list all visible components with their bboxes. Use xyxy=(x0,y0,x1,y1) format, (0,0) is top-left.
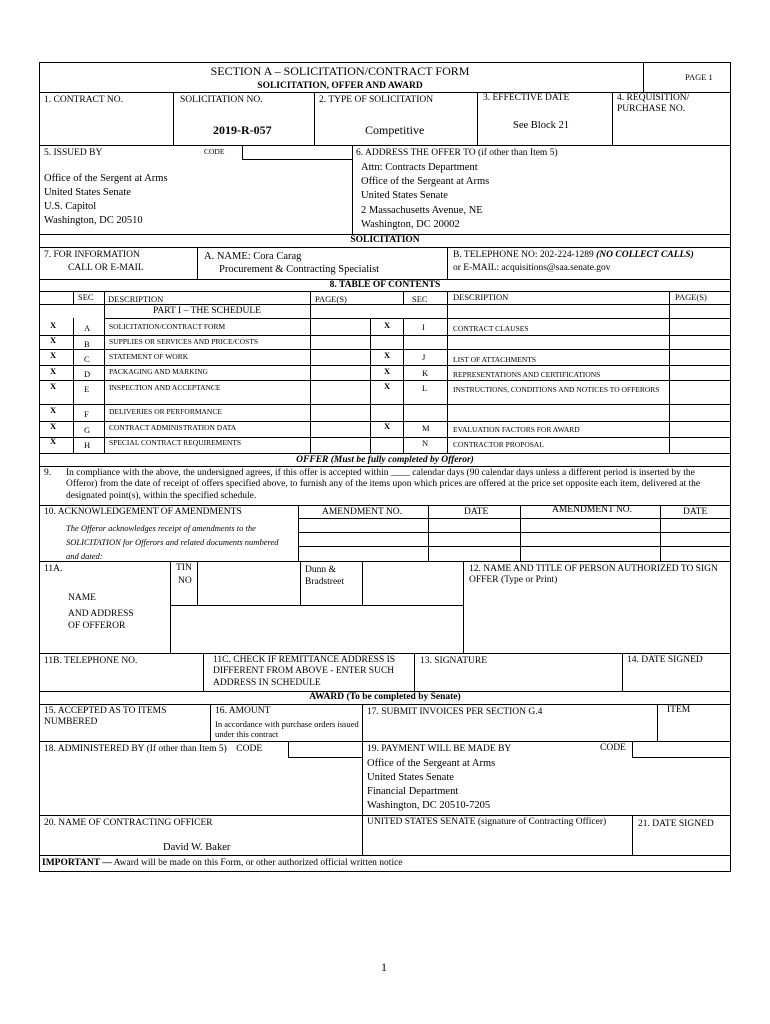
toc-part1: PART I – THE SCHEDULE xyxy=(153,306,261,316)
address-line: Office of the Sergeant at Arms xyxy=(361,176,490,187)
toc-sec: J xyxy=(422,352,426,362)
toc-desc: CONTRACT CLAUSES xyxy=(453,324,529,333)
toc-mark: X xyxy=(50,436,57,446)
solicitation-no-value: 2019-R-057 xyxy=(213,123,272,137)
toc-desc: CONTRACT ADMINISTRATION DATA xyxy=(109,423,237,432)
no-collect-note: (NO COLLECT CALLS) xyxy=(596,250,694,260)
toc-sec: C xyxy=(84,354,90,364)
date-header: DATE xyxy=(464,507,489,517)
payment-line: Office of the Sergeant at Arms xyxy=(367,758,496,769)
toc-desc: INSPECTION AND ACCEPTANCE xyxy=(109,383,221,392)
effective-date-label: 3. EFFECTIVE DATE xyxy=(483,93,570,103)
toc-col-pages: PAGE(S) xyxy=(675,292,707,302)
important-label: IMPORTANT — xyxy=(42,858,112,868)
solicitation-no-label: SOLICITATION NO. xyxy=(180,95,263,105)
info-label: 7. FOR INFORMATION xyxy=(44,250,140,260)
type-of-solicitation-value: Competitive xyxy=(365,123,425,137)
toc-sec: H xyxy=(84,440,91,450)
senate-signature-label: UNITED STATES SENATE (signature of Contracting Officer) xyxy=(367,817,607,827)
toc-desc: EVALUATION FACTORS FOR AWARD xyxy=(453,425,580,434)
toc-col-sec: SEC xyxy=(412,294,428,304)
issued-by-line: U.S. Capitol xyxy=(44,201,97,212)
issued-by-line: Office of the Sergent at Arms xyxy=(44,173,168,184)
solicitation-heading: SOLICITATION xyxy=(350,235,420,245)
toc-sec: F xyxy=(84,409,89,419)
toc-mark: X xyxy=(384,320,391,330)
toc-desc: SPECIAL CONTRACT REQUIREMENTS xyxy=(109,438,242,447)
contracting-officer-name: David W. Baker xyxy=(163,842,231,853)
tin-no-label: NO xyxy=(178,576,192,586)
toc-sec: M xyxy=(422,423,430,433)
address-line: United States Senate xyxy=(361,190,448,201)
effective-date-value: See Block 21 xyxy=(513,120,569,131)
toc-mark: X xyxy=(50,421,57,431)
toc-mark: X xyxy=(50,350,57,360)
page-label: PAGE 1 xyxy=(685,72,713,82)
contact-name: A. NAME: Cora Carag xyxy=(204,251,302,262)
toc-sec: I xyxy=(422,322,425,332)
amendment-no-header: AMENDMENT NO. xyxy=(322,507,403,517)
section-title: SECTION A – SOLICITATION/CONTRACT FORM xyxy=(210,64,470,78)
item19-label: 19. PAYMENT WILL BE MADE BY xyxy=(367,744,512,754)
toc-heading: 8. TABLE OF CONTENTS xyxy=(329,280,441,290)
offeror-address-label: AND ADDRESS xyxy=(68,609,134,619)
toc-sec: G xyxy=(84,425,91,435)
toc-desc: PACKAGING AND MARKING xyxy=(109,367,208,376)
item19-code-label: CODE xyxy=(600,743,626,753)
item11a-label: 11A. xyxy=(44,564,63,574)
item11c-label: 11C. CHECK IF REMITTANCE ADDRESS IS DIFFERENT FROM ABOVE - ENTER SUCH ADDRESS IN SCHEDULE xyxy=(213,655,396,688)
toc-sec: K xyxy=(422,368,429,378)
item18-label: 18. ADMINISTERED BY (If other than Item 5) CODE xyxy=(44,744,263,754)
toc-sec: D xyxy=(84,369,91,379)
toc-mark: X xyxy=(384,350,391,360)
item16-label: 16. AMOUNT xyxy=(215,706,271,716)
item16-note: In accordance with purchase orders issued under this contract xyxy=(215,719,359,740)
toc-mark: X xyxy=(384,366,391,376)
ack-amendments-label: 10. ACKNOWLEDGEMENT OF AMENDMENTS xyxy=(44,507,242,517)
award-heading: AWARD (To be completed by Senate) xyxy=(309,692,461,702)
toc-col-description: DESCRIPTION xyxy=(453,292,509,302)
item9-number: 9. xyxy=(44,468,52,478)
offer-heading: OFFER (Must be fully completed by Offeror) xyxy=(296,455,474,465)
page-number: 1 xyxy=(381,960,387,974)
info-label-2: CALL OR E-MAIL xyxy=(68,263,144,273)
item-label: ITEM xyxy=(667,705,691,715)
item20-label: 20. NAME OF CONTRACTING OFFICER xyxy=(44,818,213,828)
payment-line: United States Senate xyxy=(367,772,454,783)
item11b-label: 11B. TELEPHONE NO. xyxy=(44,656,138,666)
address-offer-label: 6. ADDRESS THE OFFER TO (if other than Item 5) xyxy=(356,148,558,158)
tin-label: TIN xyxy=(176,563,192,573)
toc-mark: X xyxy=(50,366,57,376)
type-of-solicitation-label: 2. TYPE OF SOLICITATION xyxy=(319,95,434,105)
toc-mark: X xyxy=(50,335,57,345)
toc-sec: L xyxy=(422,383,428,393)
toc-sec: E xyxy=(84,384,90,394)
issued-by-label: 5. ISSUED BY xyxy=(44,148,103,158)
amendment-no-header: AMENDMENT NO. xyxy=(552,505,633,515)
issued-by-line: United States Senate xyxy=(44,187,131,198)
contract-no-label: 1. CONTRACT NO. xyxy=(44,95,123,105)
contact-title: Procurement & Contracting Specialist xyxy=(219,264,380,275)
toc-sec: A xyxy=(84,323,91,333)
date-header: DATE xyxy=(683,507,708,517)
form-subtitle: SOLICITATION, OFFER AND AWARD xyxy=(257,81,423,91)
toc-col-description: DESCRIPTION xyxy=(108,294,164,304)
toc-mark: X xyxy=(50,405,57,415)
offeror-name-label: NAME xyxy=(68,593,96,603)
item14-label: 14. DATE SIGNED xyxy=(627,655,703,665)
toc-desc: SUPPLIES OR SERVICES AND PRICE/COSTS xyxy=(109,337,259,346)
ack-amendments-note: The Offeror acknowledges receipt of amendments to the SOLICITATION for Offerors and related documents numbered and dated: xyxy=(66,523,279,562)
toc-sec: N xyxy=(422,438,429,448)
toc-desc: DELIVERIES OR PERFORMANCE xyxy=(109,407,222,416)
item18-code-label: CODE xyxy=(236,744,263,754)
address-line: Washington, DC 20002 xyxy=(361,219,460,230)
email-label: or E-MAIL: acquisitions@saa.senate.gov xyxy=(453,263,611,273)
item15-label: 15. ACCEPTED AS TO ITEMS NUMBERED xyxy=(44,706,167,728)
issued-by-line: Washington, DC 20510 xyxy=(44,215,143,226)
item17-label: 17. SUBMIT INVOICES PER SECTION G.4 xyxy=(367,707,543,717)
toc-col-sec: SEC xyxy=(78,292,94,302)
toc-desc: INSTRUCTIONS, CONDITIONS AND NOTICES TO OFFERORS xyxy=(453,385,660,394)
payment-line: Financial Department xyxy=(367,786,459,797)
offeror-address-label-2: OF OFFEROR xyxy=(68,621,126,631)
important-notice xyxy=(42,858,403,869)
toc-sec: B xyxy=(84,339,90,349)
issued-code-label: CODE xyxy=(204,147,225,156)
dunn-label: Dunn & xyxy=(305,565,336,575)
toc-mark: X xyxy=(384,381,391,391)
toc-desc: STATEMENT OF WORK xyxy=(109,352,189,361)
toc-col-pages: PAGE(S) xyxy=(315,294,347,304)
item12-label: 12. NAME AND TITLE OF PERSON AUTHORIZED TO SIGN OFFER (Type or Print) xyxy=(469,564,718,586)
toc-desc: LIST OF ATTACHMENTS xyxy=(453,355,537,364)
toc-mark: X xyxy=(50,320,57,330)
item13-label: 13. SIGNATURE xyxy=(420,656,488,666)
toc-desc: REPRESENTATIONS AND CERTIFICATIONS xyxy=(453,370,601,379)
toc-desc: CONTRACTOR PROPOSAL xyxy=(453,440,544,449)
address-line: 2 Massachusetts Avenue, NE xyxy=(361,205,483,216)
bradstreet-label: Bradstreet xyxy=(305,577,345,587)
requisition-label: 4. REQUISITION/ PURCHASE NO. xyxy=(617,93,690,115)
item9-text: In compliance with the above, the undersigned agrees, if this offer is accepted within ____ calendar days (90 calendar days unless a different period is inserted by the Offeror) from the date of receipt of offers specified above, to furnish any of the items upon which prices are offered at the price set opposite each item, delivered at the designated point(s), within the specified schedule. xyxy=(66,468,701,501)
payment-line: Washington, DC 20510-7205 xyxy=(367,800,491,811)
item21-label: 21. DATE SIGNED xyxy=(638,819,714,829)
telephone-label: B. TELEPHONE NO: 202-224-1289 (NO COLLECT CALLS) xyxy=(453,250,694,260)
toc-mark: X xyxy=(50,381,57,391)
address-line: Attn: Contracts Department xyxy=(361,162,478,173)
important-text: Award will be made on this Form, or other authorized official written notice xyxy=(111,858,403,868)
toc-desc: SOLICITATION/CONTRACT FORM xyxy=(109,322,226,331)
toc-mark: X xyxy=(384,421,391,431)
